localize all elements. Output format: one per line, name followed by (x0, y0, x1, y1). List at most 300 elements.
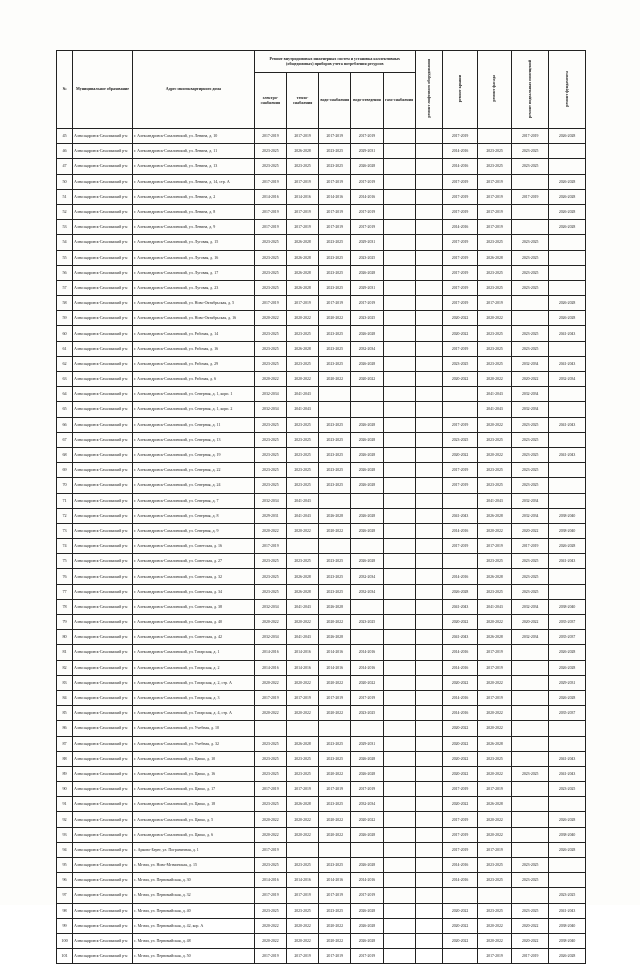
drainage-cell: 2026-2028 (351, 918, 383, 933)
elevator-cell (415, 235, 443, 250)
address-cell: г. Александровск-Сахалинский, ул. Цапко, д. 5 (132, 812, 254, 827)
drainage-cell: 2014-2016 (351, 645, 383, 660)
basement-cell: 2023-2025 (512, 858, 549, 873)
table-row (57, 736, 586, 751)
address-cell: г. Александровск-Сахалинский, ул. Луговая, д. 17 (132, 265, 254, 280)
roof-cell: 2020-2022 (443, 903, 477, 918)
water-cell: 2023-2025 (319, 751, 351, 766)
foundation-cell: 2041-2043 (549, 417, 586, 432)
heating-cell: 2023-2025 (286, 751, 318, 766)
table-row (57, 782, 586, 797)
row-number: 45 (57, 129, 73, 144)
basement-cell (512, 721, 549, 736)
heating-cell: 2026-2028 (286, 280, 318, 295)
water-cell: 2014-2016 (319, 660, 351, 675)
electricity-cell: 2029-2031 (254, 508, 286, 523)
heating-cell (286, 539, 318, 554)
gas-cell (383, 721, 415, 736)
drainage-cell: 2020-2022 (351, 372, 383, 387)
roof-cell: 2023-2025 (443, 432, 477, 447)
gas-cell (383, 782, 415, 797)
water-cell: 2017-2019 (319, 782, 351, 797)
foundation-cell: 2038-2040 (549, 827, 586, 842)
foundation-cell: 2041-2043 (549, 903, 586, 918)
gas-cell (383, 432, 415, 447)
heating-cell: 2017-2019 (286, 782, 318, 797)
water-cell (319, 721, 351, 736)
roof-cell (443, 888, 477, 903)
table-row (57, 690, 586, 705)
facade-cell: 2017-2019 (477, 645, 511, 660)
municipality-cell: Александровск-Сахалинский р-н (73, 493, 133, 508)
elevator-cell (415, 296, 443, 311)
address-cell: г. Александровск-Сахалинский, ул. Ленина, д. 11 (132, 144, 254, 159)
gas-cell (383, 599, 415, 614)
header-heating: тепло-снабжения (286, 73, 318, 129)
elevator-cell (415, 478, 443, 493)
address-cell: г. Александровск-Сахалинский, ул. Ленина, д. 10 (132, 129, 254, 144)
municipality-cell: Александровск-Сахалинский р-н (73, 523, 133, 538)
elevator-cell (415, 645, 443, 660)
roof-cell (443, 554, 477, 569)
municipality-cell: Александровск-Сахалинский р-н (73, 766, 133, 781)
electricity-cell: 2023-2025 (254, 280, 286, 295)
row-number: 50 (57, 174, 73, 189)
electricity-cell: 2023-2025 (254, 858, 286, 873)
address-cell: г. Александровск-Сахалинский, ул. Цапко, д. 18 (132, 797, 254, 812)
electricity-cell: 2014-2016 (254, 873, 286, 888)
table-row (57, 766, 586, 781)
municipality-cell: Александровск-Сахалинский р-н (73, 250, 133, 265)
electricity-cell: 2023-2025 (254, 736, 286, 751)
basement-cell: 2023-2025 (512, 463, 549, 478)
row-number: 78 (57, 599, 73, 614)
water-cell: 2023-2025 (319, 463, 351, 478)
municipality-cell: Александровск-Сахалинский р-н (73, 356, 133, 371)
facade-cell: 2020-2022 (477, 311, 511, 326)
gas-cell (383, 296, 415, 311)
elevator-cell (415, 204, 443, 219)
elevator-cell (415, 326, 443, 341)
facade-cell: 2017-2019 (477, 660, 511, 675)
foundation-cell (549, 721, 586, 736)
foundation-cell (549, 280, 586, 295)
electricity-cell: 2017-2019 (254, 949, 286, 964)
foundation-cell: 2041-2043 (549, 766, 586, 781)
table-row (57, 463, 586, 478)
table-row (57, 129, 586, 144)
table-row (57, 706, 586, 721)
table-row (57, 888, 586, 903)
address-cell: с. Мгачи, ул. Первомайская, д. 42, кор. А (132, 918, 254, 933)
header-utility-group: Ремонт внутридомовых инженерных систем и установка коллективных (общедомовых) приборов учета потребления ресурсов (254, 51, 415, 73)
address-cell: г. Александровск-Сахалинский, ул. Рабочая, д. 16 (132, 341, 254, 356)
facade-cell: 2020-2022 (477, 766, 511, 781)
municipality-cell: Александровск-Сахалинский р-н (73, 949, 133, 964)
foundation-cell: 2026-2028 (549, 311, 586, 326)
gas-cell (383, 463, 415, 478)
address-cell: г. Александровск-Сахалинский, ул. Учебная, д. 10 (132, 721, 254, 736)
municipality-cell: Александровск-Сахалинский р-н (73, 812, 133, 827)
drainage-cell: 2029-2031 (351, 235, 383, 250)
drainage-cell: 2017-2019 (351, 204, 383, 219)
facade-cell: 2041-2043 (477, 493, 511, 508)
row-number: 100 (57, 933, 73, 948)
address-cell: г. Александровск-Сахалинский, ул. Северная, д. 1, корп. 1 (132, 387, 254, 402)
municipality-cell: Александровск-Сахалинский р-н (73, 144, 133, 159)
facade-cell: 2023-2025 (477, 858, 511, 873)
table-row (57, 554, 586, 569)
table-row (57, 311, 586, 326)
gas-cell (383, 478, 415, 493)
elevator-cell (415, 751, 443, 766)
water-cell: 2023-2025 (319, 417, 351, 432)
facade-cell: 2026-2028 (477, 736, 511, 751)
gas-cell (383, 858, 415, 873)
row-number: 85 (57, 706, 73, 721)
roof-cell: 2020-2022 (443, 751, 477, 766)
facade-cell: 2017-2019 (477, 949, 511, 964)
roof-cell: 2014-2016 (443, 690, 477, 705)
heating-cell: 2041-2043 (286, 402, 318, 417)
electricity-cell: 2023-2025 (254, 144, 286, 159)
basement-cell: 2032-2034 (512, 493, 549, 508)
row-number: 76 (57, 569, 73, 584)
gas-cell (383, 554, 415, 569)
row-number: 101 (57, 949, 73, 964)
foundation-cell: 2026-2028 (549, 189, 586, 204)
basement-cell: 2023-2025 (512, 569, 549, 584)
electricity-cell: 2032-2034 (254, 630, 286, 645)
address-cell: г. Александровск-Сахалинский, ул. Учебная, д. 32 (132, 736, 254, 751)
gas-cell (383, 933, 415, 948)
roof-cell: 2014-2016 (443, 220, 477, 235)
address-cell: г. Александровск-Сахалинский, ул. Северная, д. 22 (132, 463, 254, 478)
drainage-cell: 2026-2028 (351, 827, 383, 842)
facade-cell: 2041-2043 (477, 387, 511, 402)
foundation-cell: 2038-2040 (549, 523, 586, 538)
foundation-cell: 2035-2037 (549, 615, 586, 630)
basement-cell (512, 706, 549, 721)
drainage-cell: 2026-2028 (351, 933, 383, 948)
electricity-cell: 2017-2019 (254, 539, 286, 554)
basement-cell: 2023-2025 (512, 873, 549, 888)
electricity-cell: 2023-2025 (254, 417, 286, 432)
roof-cell: 2017-2019 (443, 827, 477, 842)
heating-cell: 2026-2028 (286, 265, 318, 280)
address-cell: г. Александровск-Сахалинский, ул. Цапко, д. 16 (132, 766, 254, 781)
electricity-cell: 2020-2022 (254, 311, 286, 326)
electricity-cell: 2023-2025 (254, 432, 286, 447)
drainage-cell: 2026-2028 (351, 751, 383, 766)
electricity-cell: 2023-2025 (254, 569, 286, 584)
elevator-cell (415, 797, 443, 812)
table-row (57, 250, 586, 265)
heating-cell: 2020-2022 (286, 812, 318, 827)
row-number: 60 (57, 326, 73, 341)
facade-cell: 2023-2025 (477, 873, 511, 888)
heating-cell: 2026-2028 (286, 144, 318, 159)
table-row (57, 615, 586, 630)
gas-cell (383, 615, 415, 630)
heating-cell: 2026-2028 (286, 569, 318, 584)
table-row (57, 296, 586, 311)
water-cell: 2014-2016 (319, 645, 351, 660)
municipality-cell: Александровск-Сахалинский р-н (73, 280, 133, 295)
drainage-cell: 2023-2025 (351, 615, 383, 630)
elevator-cell (415, 918, 443, 933)
table-row (57, 569, 586, 584)
facade-cell: 2020-2022 (477, 706, 511, 721)
municipality-cell: Александровск-Сахалинский р-н (73, 660, 133, 675)
roof-cell: 2017-2019 (443, 463, 477, 478)
roof-cell: 2020-2022 (443, 675, 477, 690)
water-cell: 2017-2019 (319, 949, 351, 964)
facade-cell: 2017-2019 (477, 220, 511, 235)
foundation-cell (549, 584, 586, 599)
municipality-cell: Александровск-Сахалинский р-н (73, 599, 133, 614)
basement-cell: 2020-2022 (512, 372, 549, 387)
foundation-cell: 2026-2028 (549, 660, 586, 675)
row-number: 81 (57, 645, 73, 660)
row-number: 77 (57, 584, 73, 599)
municipality-cell: Александровск-Сахалинский р-н (73, 554, 133, 569)
gas-cell (383, 402, 415, 417)
basement-cell: 2023-2025 (512, 584, 549, 599)
address-cell: г. Александровск-Сахалинский, ул. Луговая, д. 16 (132, 250, 254, 265)
foundation-cell (549, 873, 586, 888)
facade-cell: 2020-2022 (477, 812, 511, 827)
roof-cell: 2014-2016 (443, 706, 477, 721)
heating-cell: 2023-2025 (286, 432, 318, 447)
basement-cell (512, 645, 549, 660)
municipality-cell: Александровск-Сахалинский р-н (73, 265, 133, 280)
water-cell: 2023-2025 (319, 265, 351, 280)
facade-cell: 2020-2022 (477, 675, 511, 690)
address-cell: г. Александровск-Сахалинский, ул. Рабочая, д. 29 (132, 356, 254, 371)
foundation-cell (549, 493, 586, 508)
gas-cell (383, 736, 415, 751)
roof-cell: 2014-2016 (443, 144, 477, 159)
electricity-cell: 2020-2022 (254, 615, 286, 630)
foundation-cell: 2041-2043 (549, 326, 586, 341)
row-number: 90 (57, 782, 73, 797)
basement-cell (512, 782, 549, 797)
municipality-cell: Александровск-Сахалинский р-н (73, 387, 133, 402)
drainage-cell: 2014-2016 (351, 873, 383, 888)
address-cell: с. Мгачи, ул. Первомайская, д. 48 (132, 933, 254, 948)
foundation-cell: 2035-2037 (549, 706, 586, 721)
drainage-cell (351, 721, 383, 736)
basement-cell: 2023-2025 (512, 235, 549, 250)
gas-cell (383, 417, 415, 432)
basement-cell: 2032-2034 (512, 630, 549, 645)
facade-cell: 2020-2022 (477, 918, 511, 933)
row-number: 79 (57, 615, 73, 630)
foundation-cell: 2026-2028 (549, 174, 586, 189)
basement-cell: 2023-2025 (512, 250, 549, 265)
water-cell: 2026-2028 (319, 508, 351, 523)
row-number: 74 (57, 539, 73, 554)
municipality-cell: Александровск-Сахалинский р-н (73, 615, 133, 630)
facade-cell: 2023-2025 (477, 159, 511, 174)
drainage-cell: 2026-2028 (351, 766, 383, 781)
foundation-cell (549, 797, 586, 812)
facade-cell: 2023-2025 (477, 280, 511, 295)
municipality-cell: Александровск-Сахалинский р-н (73, 858, 133, 873)
basement-cell (512, 736, 549, 751)
address-cell: с. Мгачи, ул. Первомайская, д. 32 (132, 888, 254, 903)
water-cell: 2020-2022 (319, 523, 351, 538)
facade-cell: 2020-2022 (477, 827, 511, 842)
basement-cell: 2032-2034 (512, 387, 549, 402)
water-cell: 2017-2019 (319, 129, 351, 144)
table-row (57, 903, 586, 918)
address-cell: г. Александровск-Сахалинский, ул. Татарская, д. 4, стр. А (132, 706, 254, 721)
roof-cell: 2020-2022 (443, 933, 477, 948)
drainage-cell: 2023-2025 (351, 311, 383, 326)
elevator-cell (415, 250, 443, 265)
gas-cell (383, 797, 415, 812)
address-cell: г. Александровск-Сахалинский, ул. Советская, д. 32 (132, 569, 254, 584)
water-cell: 2017-2019 (319, 174, 351, 189)
municipality-cell: Александровск-Сахалинский р-н (73, 645, 133, 660)
drainage-cell (351, 630, 383, 645)
table-row (57, 812, 586, 827)
gas-cell (383, 523, 415, 538)
row-number: 64 (57, 387, 73, 402)
table-row (57, 417, 586, 432)
basement-cell: 2023-2025 (512, 265, 549, 280)
electricity-cell: 2023-2025 (254, 326, 286, 341)
basement-cell: 2032-2034 (512, 402, 549, 417)
roof-cell: 2017-2019 (443, 174, 477, 189)
address-cell: г. Александровск-Сахалинский, ул. Советская, д. 34 (132, 584, 254, 599)
address-cell: г. Александровск-Сахалинский, ул. Северная, д. 24 (132, 478, 254, 493)
elevator-cell (415, 630, 443, 645)
foundation-cell: 2026-2028 (549, 204, 586, 219)
electricity-cell: 2032-2034 (254, 402, 286, 417)
heating-cell: 2026-2028 (286, 341, 318, 356)
facade-cell: 2023-2025 (477, 463, 511, 478)
drainage-cell: 2026-2028 (351, 326, 383, 341)
gas-cell (383, 129, 415, 144)
municipality-cell: Александровск-Сахалинский р-н (73, 721, 133, 736)
header-address: Адрес многоквартирного дома (132, 51, 254, 129)
drainage-cell: 2029-2031 (351, 144, 383, 159)
basement-cell (512, 311, 549, 326)
heating-cell: 2023-2025 (286, 159, 318, 174)
water-cell: 2014-2016 (319, 189, 351, 204)
gas-cell (383, 706, 415, 721)
heating-cell: 2014-2016 (286, 873, 318, 888)
roof-cell: 2017-2019 (443, 842, 477, 857)
elevator-cell (415, 508, 443, 523)
row-number: 47 (57, 159, 73, 174)
water-cell: 2020-2022 (319, 372, 351, 387)
address-cell: с. Мгачи, ул. Первомайская, д. 30 (132, 873, 254, 888)
electricity-cell: 2023-2025 (254, 478, 286, 493)
water-cell (319, 387, 351, 402)
row-number: 58 (57, 296, 73, 311)
municipality-cell: Александровск-Сахалинский р-н (73, 675, 133, 690)
heating-cell (286, 721, 318, 736)
basement-cell: 2017-2019 (512, 189, 549, 204)
elevator-cell (415, 888, 443, 903)
electricity-cell: 2020-2022 (254, 933, 286, 948)
foundation-cell: 2035-2037 (549, 630, 586, 645)
foundation-cell (549, 858, 586, 873)
row-number: 61 (57, 341, 73, 356)
drainage-cell (351, 539, 383, 554)
heating-cell: 2014-2016 (286, 189, 318, 204)
row-number: 97 (57, 888, 73, 903)
gas-cell (383, 159, 415, 174)
heating-cell: 2023-2025 (286, 766, 318, 781)
electricity-cell: 2020-2022 (254, 706, 286, 721)
municipality-cell: Александровск-Сахалинский р-н (73, 189, 133, 204)
roof-cell: 2017-2019 (443, 204, 477, 219)
drainage-cell (351, 599, 383, 614)
heating-cell: 2023-2025 (286, 417, 318, 432)
row-number: 57 (57, 280, 73, 295)
municipality-cell: Александровск-Сахалинский р-н (73, 706, 133, 721)
foundation-cell: 2041-2043 (549, 447, 586, 462)
row-number: 52 (57, 204, 73, 219)
electricity-cell: 2017-2019 (254, 888, 286, 903)
address-cell: г. Александровск-Сахалинский, ул. Ново-Октябрьская, д. 5 (132, 296, 254, 311)
drainage-cell: 2026-2028 (351, 478, 383, 493)
roof-cell: 2026-2028 (443, 584, 477, 599)
municipality-cell: Александровск-Сахалинский р-н (73, 174, 133, 189)
municipality-cell: Александровск-Сахалинский р-н (73, 311, 133, 326)
roof-cell: 2020-2022 (443, 736, 477, 751)
water-cell: 2014-2016 (319, 873, 351, 888)
facade-cell: 2020-2022 (477, 417, 511, 432)
water-cell: 2020-2022 (319, 812, 351, 827)
electricity-cell: 2023-2025 (254, 554, 286, 569)
drainage-cell: 2032-2034 (351, 584, 383, 599)
heating-cell: 2041-2043 (286, 387, 318, 402)
header-foundation: ремонт фундамента (563, 70, 569, 107)
electricity-cell: 2020-2022 (254, 827, 286, 842)
roof-cell: 2014-2016 (443, 873, 477, 888)
table-row (57, 493, 586, 508)
electricity-cell: 2023-2025 (254, 751, 286, 766)
roof-cell: 2017-2019 (443, 341, 477, 356)
gas-cell (383, 250, 415, 265)
basement-cell: 2023-2025 (512, 766, 549, 781)
table-row (57, 159, 586, 174)
water-cell: 2017-2019 (319, 204, 351, 219)
row-number: 80 (57, 630, 73, 645)
address-cell: г. Александровск-Сахалинский, ул. Татарская, д. 1 (132, 645, 254, 660)
municipality-cell: Александровск-Сахалинский р-н (73, 478, 133, 493)
facade-cell: 2023-2025 (477, 341, 511, 356)
address-cell: г. Александровск-Сахалинский, ул. Цапко, д. 10 (132, 751, 254, 766)
header-electricity: электро-снабжения (254, 73, 286, 129)
electricity-cell: 2023-2025 (254, 235, 286, 250)
elevator-cell (415, 463, 443, 478)
basement-cell: 2023-2025 (512, 554, 549, 569)
gas-cell (383, 341, 415, 356)
electricity-cell: 2023-2025 (254, 447, 286, 462)
heating-cell: 2017-2019 (286, 204, 318, 219)
header-number: № (57, 51, 73, 129)
facade-cell (477, 888, 511, 903)
roof-cell: 2020-2022 (443, 721, 477, 736)
municipality-cell: Александровск-Сахалинский р-н (73, 736, 133, 751)
